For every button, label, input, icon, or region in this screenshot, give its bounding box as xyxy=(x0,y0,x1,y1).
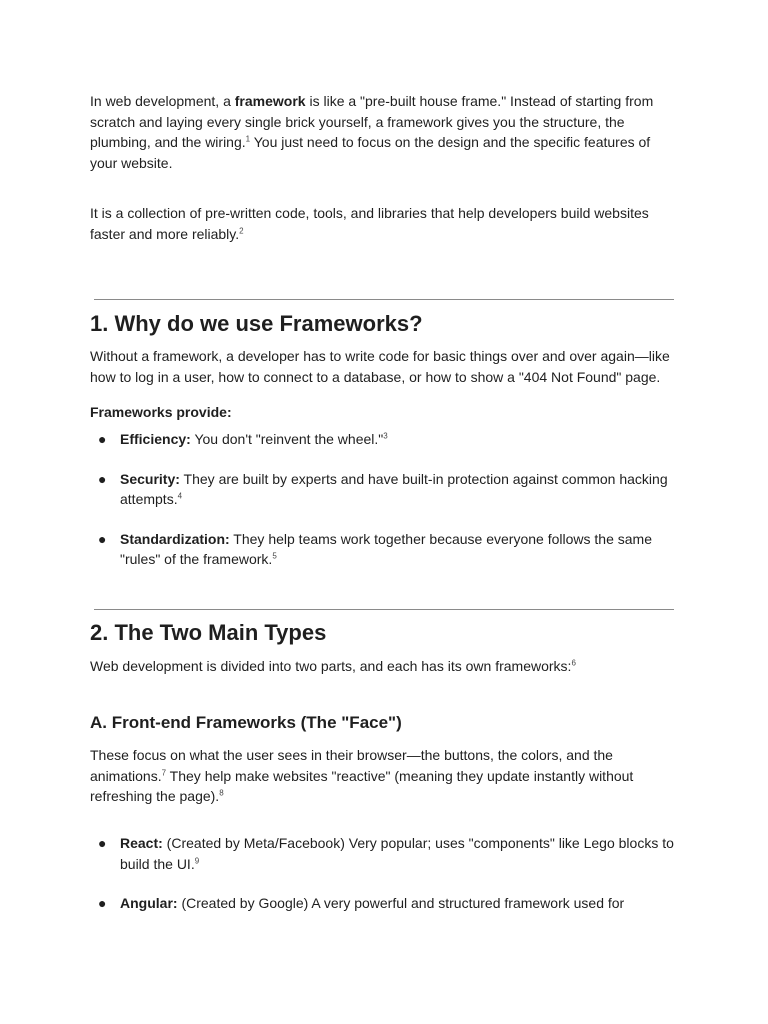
footnote-ref[interactable]: 9 xyxy=(194,855,200,865)
section-2-body xyxy=(90,656,680,677)
bullet-icon: ● xyxy=(98,470,107,487)
list-item-term: Security: xyxy=(120,470,180,487)
bullet-icon: ● xyxy=(98,530,107,547)
list-item-term: Efficiency: xyxy=(120,431,191,447)
footnote-ref[interactable]: 4 xyxy=(177,491,183,501)
footnote-ref[interactable]: 8 xyxy=(219,788,224,798)
footnote-ref[interactable]: 3 xyxy=(383,431,388,441)
section-divider xyxy=(94,609,674,610)
bullet-icon: ● xyxy=(98,835,107,851)
intro-text: You just need to focus on the design and the specific features of your website. xyxy=(90,134,651,171)
list-item-text: They help teams work together because everyone follows the same "rules" of the framework. xyxy=(120,530,652,567)
section-2-heading: 2. The Two Main Types xyxy=(90,620,327,645)
footnote-ref[interactable]: 1 xyxy=(245,134,251,144)
intro-text: is like a "pre-built house frame." Instead of starting from scratch and laying every single brick yourself, a framework gives you the structure, the plumbing, and the wiring. xyxy=(90,93,654,150)
footnote-ref[interactable]: 5 xyxy=(272,551,277,561)
list-item xyxy=(90,833,680,874)
bullet-icon: ● xyxy=(98,895,107,911)
frameworks-provide-label: Frameworks provide: xyxy=(90,404,232,420)
list-item-term: React: xyxy=(120,835,163,851)
list-item-text: (Created by Meta/Facebook) Very popular; uses "components" like Lego blocks to build the UI. xyxy=(120,835,674,872)
front-end-frameworks-list xyxy=(90,833,680,914)
footnote-ref[interactable]: 6 xyxy=(571,658,576,668)
section-1-heading: 1. Why do we use Frameworks? xyxy=(90,311,423,336)
front-end-text: They help make websites "reactive" (meaning they update instantly without refreshing the page). xyxy=(90,767,634,804)
footnote-ref[interactable]: 2 xyxy=(239,225,244,235)
front-end-subheading: A. Front-end Frameworks (The "Face") xyxy=(90,713,402,732)
list-item xyxy=(90,893,680,914)
footnote-ref[interactable]: 7 xyxy=(161,767,167,777)
section-divider xyxy=(94,299,674,300)
intro-paragraph-1 xyxy=(90,91,680,173)
list-item xyxy=(90,529,680,570)
intro-paragraph-2 xyxy=(90,203,680,244)
benefits-list xyxy=(90,429,680,570)
list-item-text: (Created by Google) A very powerful and structured framework used for xyxy=(177,895,625,911)
list-item-term: Angular: xyxy=(120,895,178,911)
section-2-text: Web development is divided into two parts, and each has its own frameworks: xyxy=(90,658,572,674)
framework-term: framework xyxy=(234,93,306,109)
list-item xyxy=(90,429,680,450)
front-end-body xyxy=(90,745,680,807)
list-item-text: You don't "reinvent the wheel." xyxy=(190,431,384,447)
list-item xyxy=(90,469,680,510)
list-item-text: They are built by experts and have built-in protection against common hacking attempts. xyxy=(120,470,668,507)
bullet-icon: ● xyxy=(98,431,107,447)
section-1-body: Without a framework, a developer has to write code for basic things over and over again—like how to log in a user, how to connect to a database, or how to show a "404 Not Found" page. xyxy=(90,348,670,385)
front-end-text: These focus on what the user sees in their browser—the buttons, the colors, and the animations. xyxy=(90,747,613,784)
intro-text: It is a collection of pre-written code, tools, and libraries that help developers build websites faster and more reliably. xyxy=(90,205,649,242)
intro-text: In web development, a xyxy=(90,93,235,109)
list-item-term: Standardization: xyxy=(120,530,230,547)
